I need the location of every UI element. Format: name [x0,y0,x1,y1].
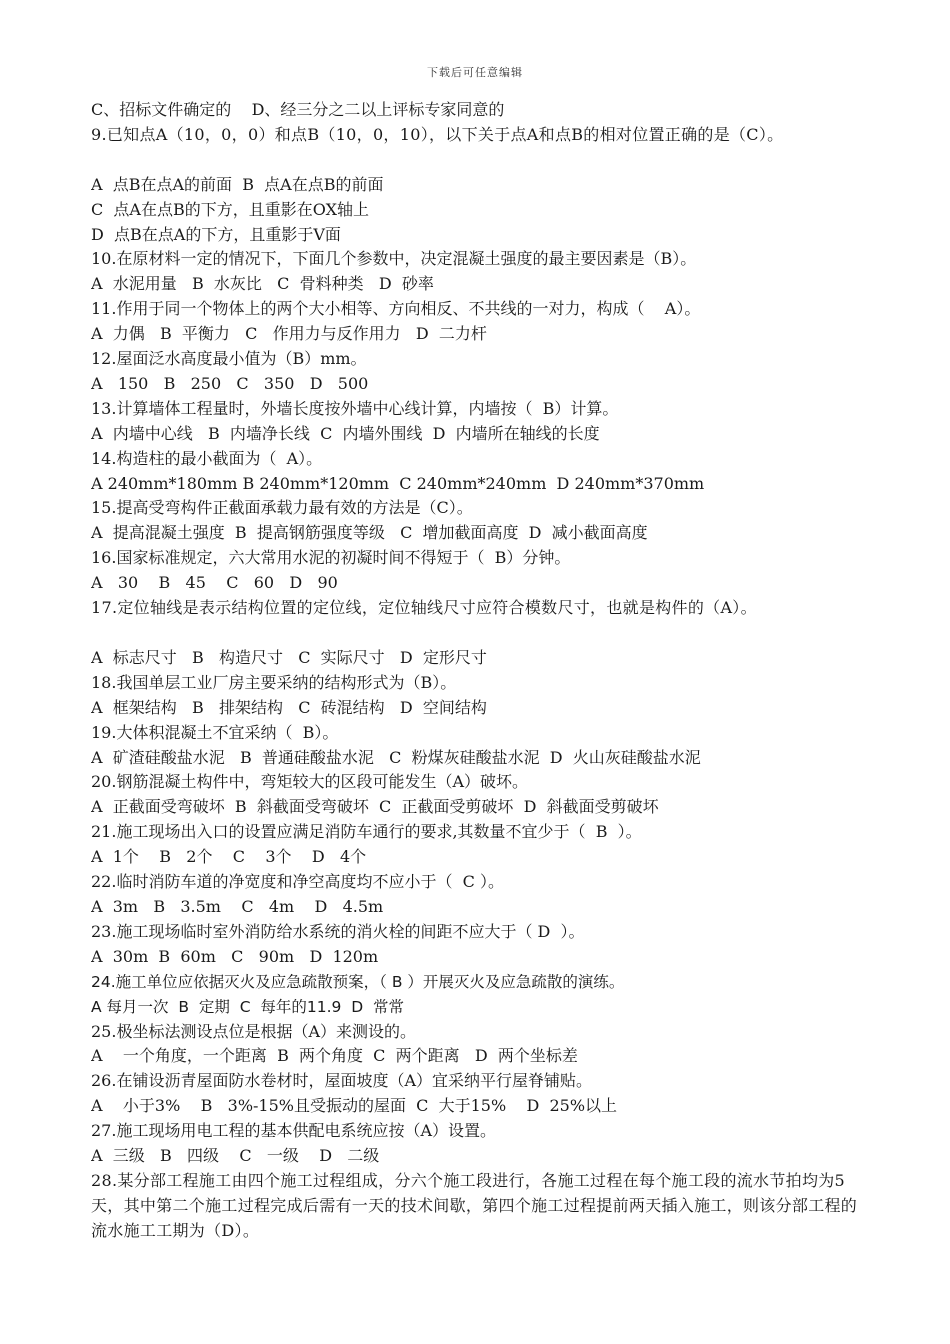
question-18: 18.我国单层工业厂房主要采纳的结构形式为（B）。 [91,672,457,692]
question-10: 10.在原材料一定的情况下，下面几个参数中，决定混凝土强度的最主要因素是（B）。 [91,249,697,269]
options-line: A 矿渣硅酸盐水泥 B 普通硅酸盐水泥 C 粉煤灰硅酸盐水泥 D 火山灰硅酸盐水泥 [91,747,701,767]
question-22: 22.临时消防车道的净宽度和净空高度均不应小于（ C ）。 [91,872,504,892]
options-line: A 力偶 B 平衡力 C 作用力与反作用力 D 二力杆 [91,324,487,344]
text-line: C、招标文件确定的 D、经三分之二以上评标专家同意的 [91,100,505,119]
options-line: A 框架结构 B 排架结构 C 砖混结构 D 空间结构 [91,697,487,717]
question-25: 25.极坐标法测设点位是根据（A）来测设的。 [91,1021,417,1041]
question-19: 19.大体积混凝土不宜采纳（ B）。 [91,722,339,742]
question-14: 14.构造柱的最小截面为（ A）。 [91,448,323,468]
question-23: 23.施工现场临时室外消防给水系统的消火栓的间距不应大于（ D ）。 [91,921,585,941]
options-line: A 三级 B 四级 C 一级 D 二级 [91,1146,380,1166]
options-line: A 内墙中心线 B 内墙净长线 C 内墙外围线 D 内墙所在轴线的长度 [91,423,600,443]
question-27: 27.施工现场用电工程的基本供配电系统应按（A）设置。 [91,1121,497,1141]
options-line: A 150 B 250 C 350 D 500 [91,373,369,393]
options-line: A 水泥用量 B 水灰比 C 骨料种类 D 砂率 [91,274,434,294]
options-line: A 30m B 60m C 90m D 120m [91,946,379,966]
question-list [91,98,871,1244]
question-24: 24.施工单位应依据灭火及应急疏散预案，（ B ）开展灭火及应急疏散的演练。 [91,972,625,991]
options-line: A 3m B 3.5m C 4m D 4.5m [91,896,384,916]
options-line: A 1个 B 2个 C 3个 D 4个 [91,847,367,867]
question-21: 21.施工现场出入口的设置应满足消防车通行的要求,其数量不宜少于（ B ）。 [91,822,642,842]
options-line: A 提高混凝土强度 B 提高钢筋强度等级 C 增加截面高度 D 减小截面高度 [91,523,648,543]
text-line: D 点B在点A的下方，且重影于V面 [91,224,341,244]
options-line: A 每月一次 B 定期 C 每年的11.9 D 常常 [91,997,405,1016]
question-28: 28.某分部工程施工由四个施工过程组成，分六个施工段进行，各施工过程在每个施工段的流水节拍均为5天，其中第二个施工过程完成后需有一天的技术间歇，第四个施工过程提前两天插入施工，则该分部工程的流水施工工期为（D）。 [91,1170,858,1240]
text-line: A 点B在点A的前面 B 点A在点B的前面 [91,174,384,194]
options-line: A 30 B 45 C 60 D 90 [91,573,338,593]
options-line: A 标志尺寸 B 构造尺寸 C 实际尺寸 D 定形尺寸 [91,647,487,667]
question-13: 13.计算墙体工程量时，外墙长度按外墙中心线计算，内墙按（ B）计算。 [91,398,619,418]
question-26: 26.在铺设沥青屋面防水卷材时，屋面坡度（A）宜采纳平行屋脊铺贴。 [91,1071,593,1091]
question-9: 9.已知点A（10，0，0）和点B（10，0，10），以下关于点A和点B的相对位置正确的是（C）。 [91,124,784,144]
options-line: A 小于3% B 3%-15%且受振动的屋面 C 大于15% D 25%以上 [91,1096,618,1116]
question-16: 16.国家标准规定，六大常用水泥的初凝时间不得短于（ B）分钟。 [91,548,571,568]
question-11: 11.作用于同一个物体上的两个大小相等、方向相反、不共线的一对力，构成（ A）。 [91,299,701,319]
question-15: 15.提高受弯构件正截面承载力最有效的方法是（C）。 [91,498,473,518]
options-line: A 正截面受弯破坏 B 斜截面受弯破坏 C 正截面受剪破坏 D 斜截面受剪破坏 [91,797,659,817]
text-line: C 点A在点B的下方，且重影在OX轴上 [91,199,369,219]
question-17: 17.定位轴线是表示结构位置的定位线，定位轴线尺寸应符合模数尺寸，也就是构件的（A）。 [91,598,757,618]
page-header: 下载后可任意编辑 [427,66,523,79]
question-12: 12.屋面泛水高度最小值为（B）mm。 [91,349,367,369]
options-line: A 一个角度，一个距离 B 两个角度 C 两个距离 D 两个坐标差 [91,1046,578,1066]
options-line: A 240mm*180mm B 240mm*120mm C 240mm*240mm D 240mm*370mm [91,473,705,493]
question-20: 20.钢筋混凝土构件中，弯矩较大的区段可能发生（A）破坏。 [91,772,529,792]
